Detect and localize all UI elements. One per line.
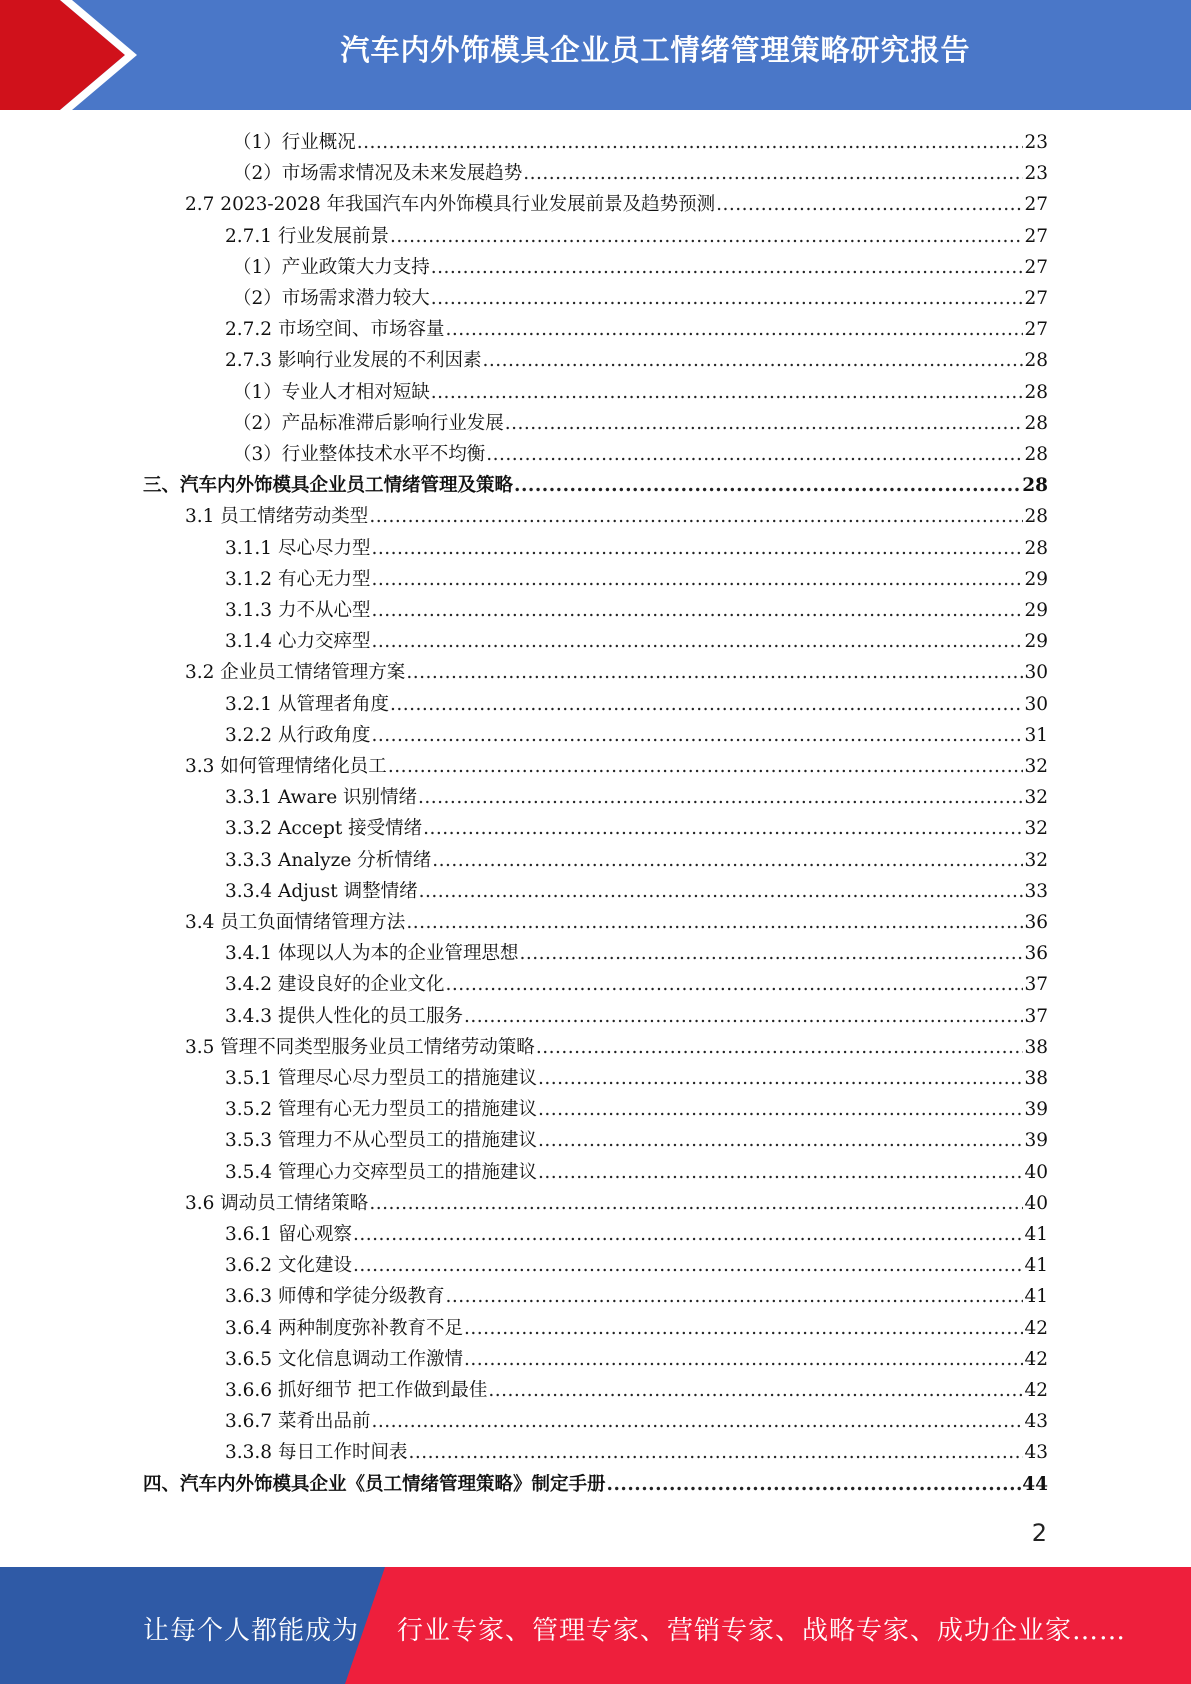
toc-dot-leader <box>371 626 1023 657</box>
toc-entry-label: 2.7.2 市场空间、市场容量 <box>225 319 445 341</box>
toc-entry-page: 37 <box>1024 1005 1048 1027</box>
toc-dot-leader <box>519 938 1023 969</box>
toc-entry-page: 27 <box>1024 319 1048 341</box>
toc-dot-leader <box>464 1001 1023 1032</box>
toc-entry-page: 40 <box>1024 1192 1048 1214</box>
toc-entry-page: 40 <box>1024 1161 1048 1183</box>
toc-dot-leader <box>390 221 1023 252</box>
toc-entry-page: 28 <box>1024 444 1048 465</box>
toc-entry-label: （3）行业整体技术水平不均衡 <box>233 444 486 465</box>
toc-entry-label: （2）产品标准滞后影响行业发展 <box>233 412 504 434</box>
toc-dot-leader <box>482 345 1023 376</box>
toc-dot-leader <box>353 1250 1024 1281</box>
toc-dot-leader <box>371 1406 1023 1437</box>
toc-entry[interactable] <box>225 938 1048 969</box>
toc-dot-leader <box>538 1125 1023 1156</box>
toc-entry-page: 29 <box>1024 568 1048 590</box>
toc-entry-label: 3.6.3 师傅和学徒分级教育 <box>225 1286 445 1308</box>
toc-entry-page: 44 <box>1022 1473 1048 1495</box>
toc-dot-leader <box>371 720 1023 751</box>
toc-entry-label: 3.4.2 建设良好的企业文化 <box>225 974 445 996</box>
toc-entry[interactable] <box>225 1375 1048 1406</box>
toc-entry-label: 3.5.3 管理力不从心型员工的措施建议 <box>225 1130 537 1152</box>
toc-entry[interactable] <box>185 501 1048 532</box>
footer-slogan-right: 行业专家、管理专家、营销专家、战略专家、成功企业家…… <box>397 1616 1127 1646</box>
toc-entry-page: 42 <box>1024 1380 1048 1401</box>
toc-entry[interactable] <box>225 533 1048 564</box>
toc-entry-label: 3.6.5 文化信息调动工作激情 <box>225 1348 463 1370</box>
toc-entry[interactable] <box>233 408 1048 439</box>
toc-entry[interactable] <box>233 377 1048 408</box>
toc-dot-leader <box>445 969 1023 1000</box>
toc-entry[interactable] <box>185 907 1048 938</box>
toc-entry-page: 36 <box>1024 943 1048 965</box>
toc-entry-label: 3.4.1 体现以人为本的企业管理思想 <box>225 943 519 965</box>
toc-entry[interactable] <box>225 689 1048 720</box>
toc-entry[interactable] <box>233 439 1048 470</box>
toc-entry[interactable] <box>225 564 1048 595</box>
toc-entry-page: 28 <box>1024 412 1048 434</box>
toc-dot-leader <box>419 876 1024 907</box>
toc-entry[interactable] <box>225 969 1048 1000</box>
toc-entry[interactable] <box>225 813 1048 844</box>
toc-entry[interactable] <box>185 657 1048 688</box>
toc-entry-page: 31 <box>1024 724 1048 746</box>
toc-entry-label: （2）市场需求潜力较大 <box>233 288 430 309</box>
toc-entry-page: 41 <box>1024 1224 1048 1245</box>
report-title: 汽车内外饰模具企业员工情绪管理策略研究报告 <box>340 33 971 67</box>
toc-dot-leader <box>464 1313 1023 1344</box>
toc-entry[interactable] <box>225 595 1048 626</box>
toc-dot-leader <box>538 1063 1023 1094</box>
footer-banner <box>0 1567 1191 1684</box>
toc-entry[interactable] <box>225 1437 1048 1468</box>
toc-entry-page: 28 <box>1022 475 1048 497</box>
toc-entry[interactable] <box>225 782 1048 813</box>
toc-entry-label: 3.3 如何管理情绪化员工 <box>185 756 387 777</box>
toc-dot-leader <box>431 252 1024 283</box>
toc-entry-label: 3.1.3 力不从心型 <box>225 600 371 621</box>
toc-entry-label: 2.7 2023-2028 年我国汽车内外饰模具行业发展前景及趋势预测 <box>185 194 716 216</box>
toc-entry[interactable] <box>225 845 1048 876</box>
toc-dot-leader <box>357 127 1024 158</box>
toc-entry[interactable] <box>225 221 1048 252</box>
toc-entry-page: 38 <box>1024 1036 1048 1058</box>
toc-dot-leader <box>388 751 1024 782</box>
toc-dot-leader <box>538 1094 1023 1125</box>
toc-dot-leader <box>418 782 1023 813</box>
toc-entry-label: （1）产业政策大力支持 <box>233 256 430 278</box>
toc-dot-leader <box>514 470 1021 501</box>
toc-entry-page: 23 <box>1024 163 1048 185</box>
toc-entry-page: 29 <box>1024 600 1048 621</box>
toc-entry-label: 3.3.8 每日工作时间表 <box>225 1442 408 1464</box>
toc-entry-page: 27 <box>1024 194 1048 216</box>
toc-dot-leader <box>371 595 1023 626</box>
toc-entry-page: 43 <box>1024 1411 1048 1433</box>
toc-dot-leader <box>390 689 1023 720</box>
toc-entry-label: 3.6.4 两种制度弥补教育不足 <box>225 1317 463 1339</box>
toc-entry-label: 3.2.2 从行政角度 <box>225 724 371 746</box>
toc-entry-label: 3.6.1 留心观察 <box>225 1224 352 1245</box>
toc-entry[interactable] <box>225 1063 1048 1094</box>
toc-dot-leader <box>445 1281 1023 1312</box>
toc-dot-leader <box>369 501 1023 532</box>
toc-entry[interactable] <box>143 1469 1048 1500</box>
toc-entry-page: 41 <box>1024 1286 1048 1308</box>
toc-entry-page: 38 <box>1024 1068 1048 1089</box>
toc-entry-label: 3.4.3 提供人性化的员工服务 <box>225 1005 463 1027</box>
toc-entry-label: 3.6.7 菜肴出品前 <box>225 1411 371 1433</box>
toc-entry-page: 33 <box>1024 880 1048 902</box>
toc-entry-label: 2.7.1 行业发展前景 <box>225 225 389 247</box>
toc-dot-leader <box>486 439 1023 470</box>
toc-entry-label: 3.3.2 Accept 接受情绪 <box>225 818 423 840</box>
toc-entry-label: 3.6.6 抓好细节 把工作做到最佳 <box>225 1380 488 1401</box>
toc-entry-label: （2）市场需求情况及未来发展趋势 <box>233 163 523 185</box>
toc-entry[interactable] <box>225 1001 1048 1032</box>
toc-entry-label: 三、汽车内外饰模具企业员工情绪管理及策略 <box>143 475 514 497</box>
header-banner <box>0 0 1191 110</box>
toc-entry-label: 四、汽车内外饰模具企业《员工情绪管理策略》制定手册 <box>143 1473 606 1495</box>
toc-entry-label: 3.5.1 管理尽心尽力型员工的措施建议 <box>225 1068 537 1089</box>
toc-entry-label: 3.3.4 Adjust 调整情绪 <box>225 880 418 902</box>
toc-dot-leader <box>432 845 1023 876</box>
toc-entry-label: （1）专业人才相对短缺 <box>233 381 430 403</box>
toc-entry[interactable] <box>225 1125 1048 1156</box>
toc-entry-label: 3.3.3 Analyze 分析情绪 <box>225 849 432 871</box>
toc-entry[interactable] <box>225 626 1048 657</box>
toc-entry[interactable] <box>225 1406 1048 1437</box>
toc-entry-page: 23 <box>1024 132 1048 153</box>
toc-entry-label: 3.5 管理不同类型服务业员工情绪劳动策略 <box>185 1036 535 1058</box>
toc-dot-leader <box>505 408 1024 439</box>
toc-entry-label: 3.6 调动员工情绪策略 <box>185 1192 369 1214</box>
toc-entry-label: （1）行业概况 <box>233 132 356 153</box>
toc-entry-label: 3.5.4 管理心力交瘁型员工的措施建议 <box>225 1161 537 1183</box>
toc-entry-page: 28 <box>1024 381 1048 403</box>
toc-entry-label: 3.1 员工情绪劳动类型 <box>185 506 369 528</box>
toc-entry-label: 3.3.1 Aware 识别情绪 <box>225 787 418 809</box>
toc-entry-page: 41 <box>1024 1255 1048 1277</box>
toc-entry-page: 27 <box>1024 288 1048 309</box>
toc-dot-leader <box>371 564 1023 595</box>
toc-entry-page: 27 <box>1024 256 1048 278</box>
toc-entry[interactable] <box>225 876 1048 907</box>
toc-entry[interactable] <box>225 1250 1048 1281</box>
toc-entry[interactable] <box>225 1344 1048 1375</box>
toc-entry-page: 39 <box>1024 1099 1048 1121</box>
toc-entry-label: 3.2 企业员工情绪管理方案 <box>185 662 406 684</box>
toc-entry-page: 27 <box>1024 225 1048 247</box>
toc-entry-page: 36 <box>1024 912 1048 933</box>
toc-entry[interactable] <box>225 1219 1048 1250</box>
toc-entry-page: 42 <box>1024 1317 1048 1339</box>
toc-dot-leader <box>353 1219 1024 1250</box>
toc-entry-label: 2.7.3 影响行业发展的不利因素 <box>225 350 482 372</box>
toc-entry-page: 28 <box>1024 506 1048 528</box>
toc-entry-page: 30 <box>1024 662 1048 684</box>
toc-entry[interactable] <box>225 720 1048 751</box>
toc-dot-leader <box>488 1375 1023 1406</box>
toc-entry-label: 3.1.1 尽心尽力型 <box>225 537 371 559</box>
toc-dot-leader <box>607 1469 1022 1500</box>
toc-dot-leader <box>369 1188 1023 1219</box>
toc-dot-leader <box>716 189 1023 220</box>
toc-entry[interactable] <box>185 1188 1048 1219</box>
toc-entry-label: 3.2.1 从管理者角度 <box>225 693 389 715</box>
toc-entry-page: 28 <box>1024 350 1048 372</box>
toc-entry[interactable] <box>233 158 1048 189</box>
toc-dot-leader <box>431 377 1024 408</box>
toc-entry-label: 3.1.2 有心无力型 <box>225 568 371 590</box>
toc-entry-page: 37 <box>1024 974 1048 996</box>
toc-entry[interactable] <box>143 470 1048 501</box>
toc-entry[interactable] <box>185 189 1048 220</box>
toc-entry-page: 32 <box>1024 818 1048 840</box>
toc-entry-page: 29 <box>1024 631 1048 653</box>
toc-entry-page: 32 <box>1024 756 1048 777</box>
toc-entry[interactable] <box>185 751 1048 782</box>
toc-entry[interactable] <box>225 345 1048 376</box>
toc-dot-leader <box>371 533 1023 564</box>
toc-entry-label: 3.5.2 管理有心无力型员工的措施建议 <box>225 1099 537 1121</box>
toc-entry-page: 39 <box>1024 1130 1048 1152</box>
toc-dot-leader <box>408 1437 1023 1468</box>
toc-entry-page: 32 <box>1024 849 1048 871</box>
toc-entry-page: 30 <box>1024 693 1048 715</box>
toc-entry-page: 32 <box>1024 787 1048 809</box>
toc-entry-page: 28 <box>1024 537 1048 559</box>
toc-entry-label: 3.1.4 心力交瘁型 <box>225 631 371 653</box>
toc-entry[interactable] <box>225 1313 1048 1344</box>
toc-entry-label: 3.6.2 文化建设 <box>225 1255 352 1277</box>
toc-dot-leader <box>464 1344 1023 1375</box>
toc-dot-leader <box>423 813 1023 844</box>
toc-entry[interactable] <box>225 1157 1048 1188</box>
toc-entry[interactable] <box>185 1032 1048 1063</box>
page-number: 2 <box>1031 1519 1047 1547</box>
toc-entry-page: 43 <box>1024 1442 1048 1464</box>
toc-entry-label: 3.4 员工负面情绪管理方法 <box>185 912 406 933</box>
toc-entry[interactable] <box>225 1094 1048 1125</box>
toc-dot-leader <box>523 158 1023 189</box>
toc-dot-leader <box>406 657 1023 688</box>
toc-dot-leader <box>406 907 1023 938</box>
toc-entry-page: 42 <box>1024 1348 1048 1370</box>
toc-entry[interactable] <box>233 283 1048 314</box>
toc-entry[interactable] <box>233 127 1048 158</box>
toc-dot-leader <box>536 1032 1024 1063</box>
footer-slogan-left: 让每个人都能成为 <box>143 1616 360 1646</box>
toc-entry[interactable] <box>225 314 1048 345</box>
toc-entry[interactable] <box>233 252 1048 283</box>
toc-dot-leader <box>445 314 1023 345</box>
toc-dot-leader <box>431 283 1024 314</box>
toc-entry[interactable] <box>225 1281 1048 1312</box>
toc-dot-leader <box>538 1157 1023 1188</box>
